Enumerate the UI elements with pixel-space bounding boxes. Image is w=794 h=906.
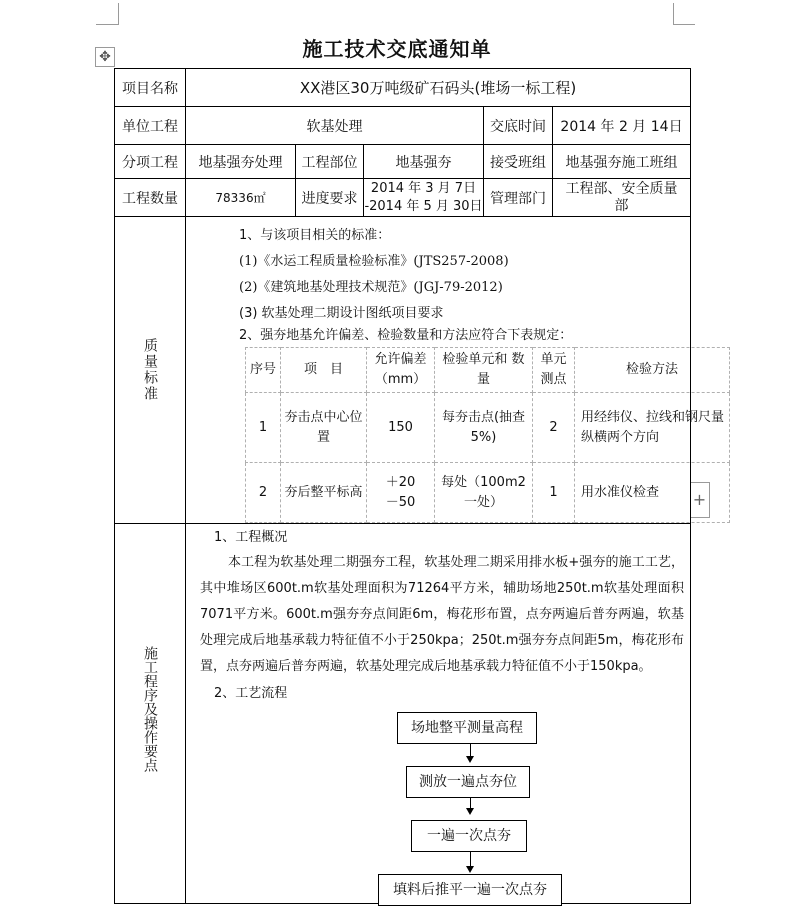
- cell-item: 夯后整平标高: [281, 463, 367, 523]
- flow-step-4: 填料后推平一遍一次点夯: [378, 874, 562, 906]
- cell-tol: [367, 463, 435, 523]
- standard-2: (2)《建筑地基处理技术规范》(JGJ-79-2012): [239, 280, 503, 295]
- tolerance-table: [245, 347, 730, 523]
- sub-value: 地基强夯处理: [186, 145, 296, 179]
- project-overview: 本工程为软基处理二期强夯工程，软基处理二期采用排水板+强夯的施工工艺，其中堆场区600t.m软基处理面积为71264平方米，辅助场地250t.m软基处理面积7071平方米。600t.m强夯夯点间距6m，梅花形布置，点夯两遍后普夯两遍，软基处理完成后地基承载力特征值不小于250kpa；250t.m强夯夯点间距5m，梅花形布置，点夯两遍后普夯两遍，软基处理完成后地基承载力特征值不小于150kpa。: [200, 555, 685, 674]
- progress-start: 2014 年 3 月 7日: [370, 180, 477, 196]
- page-title: 施工技术交底通知单: [302, 37, 492, 61]
- th-unit: 检验单元和 数 量: [435, 348, 533, 393]
- progress-label: 进度要求: [296, 179, 364, 217]
- th-tol: 允许偏差（mm）: [367, 348, 435, 393]
- part-value: 地基强夯: [364, 145, 484, 179]
- standard-3: (3) 软基处理二期设计图纸项目要求: [239, 306, 444, 321]
- progress-end: -2014 年 5 月 30日: [364, 198, 483, 214]
- quality-heading-2: 2、强夯地基允许偏差、检验数量和方法应符合下表规定：: [239, 328, 573, 343]
- cell-unit: 每处（100m2一处）: [435, 463, 533, 523]
- cell-unit: 每夯击点(抽查 5%): [435, 393, 533, 463]
- th-no: 序号: [246, 348, 281, 393]
- procedure-content: [186, 524, 691, 904]
- cell-no: 1: [246, 393, 281, 463]
- cell-tol: 150: [367, 393, 435, 463]
- table-row: [246, 393, 730, 463]
- flow-arrow-head-2: [466, 808, 474, 815]
- cell-pts: 2: [533, 393, 575, 463]
- cell-pts: 1: [533, 463, 575, 523]
- quality-heading-1: 1、与该项目相关的标准：: [239, 228, 391, 243]
- crop-mark-right-h: [673, 24, 695, 25]
- date-label: 交底时间: [484, 107, 553, 145]
- crop-mark-right: [673, 3, 674, 25]
- table-row: [246, 463, 730, 523]
- info-table: [114, 68, 725, 904]
- quality-content: [186, 217, 725, 524]
- cell-method: 用水准仪检查: [575, 463, 730, 523]
- flow-step-3: 一遍一次点夯: [411, 820, 527, 852]
- flow-step-2: 测放一遍点夯位: [406, 766, 530, 798]
- team-value: 地基强夯施工班组: [553, 145, 691, 179]
- project-value: XX港区30万吨级矿石码头(堆场一标工程): [186, 69, 691, 107]
- quality-side-text: 质量标准: [142, 338, 158, 402]
- qty-value: 78336㎡: [186, 179, 296, 217]
- cell-no: 2: [246, 463, 281, 523]
- dept-label: 管理部门: [484, 179, 553, 217]
- procedure-side-label: [115, 524, 186, 904]
- crop-mark-left: [118, 3, 119, 25]
- project-label: 项目名称: [115, 69, 186, 107]
- th-method: 检验方法: [575, 348, 730, 393]
- flow-arrow-head-3: [466, 866, 474, 873]
- qty-label: 工程数量: [115, 179, 186, 217]
- process-flowchart: [200, 706, 684, 896]
- flow-arrow-head-1: [466, 756, 474, 763]
- progress-value: [364, 179, 484, 217]
- sub-label: 分项工程: [115, 145, 186, 179]
- move-icon[interactable]: ✥: [95, 47, 115, 67]
- procedure-heading-1: 1、工程概况: [214, 530, 288, 545]
- part-label: 工程部位: [296, 145, 364, 179]
- flow-step-1: 场地整平测量高程: [397, 712, 537, 744]
- cell-item: 夯击点中心位置: [281, 393, 367, 463]
- procedure-side-text: 施工程序及操作要点: [142, 646, 158, 772]
- date-value: 2014 年 2 月 14日: [553, 107, 691, 145]
- cell-method: 用经纬仪、拉线和钢尺量纵横两个方向: [575, 393, 730, 463]
- dept-value: 工程部、安全质量部: [553, 179, 691, 217]
- plus-icon[interactable]: +: [690, 482, 710, 518]
- team-label: 接受班组: [484, 145, 553, 179]
- th-pts: 单元测点: [533, 348, 575, 393]
- standard-1: (1)《水运工程质量检验标准》(JTS257-2008): [239, 254, 509, 269]
- cell-tol-upper: ＋20: [385, 474, 416, 490]
- unit-value: 软基处理: [186, 107, 484, 145]
- crop-mark-left-h: [96, 24, 118, 25]
- unit-label: 单位工程: [115, 107, 186, 145]
- cell-tol-lower: －50: [385, 494, 416, 510]
- procedure-heading-2: 2、工艺流程: [214, 686, 288, 701]
- th-item: 项 目: [281, 348, 367, 393]
- quality-side-label: [115, 217, 186, 524]
